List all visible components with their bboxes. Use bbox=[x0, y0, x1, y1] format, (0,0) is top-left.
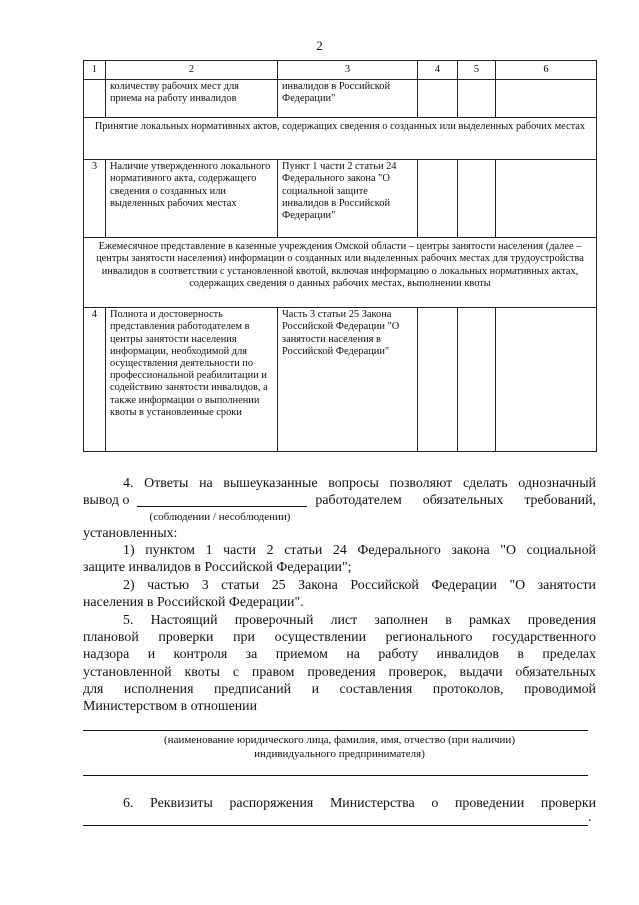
paragraph-6 bbox=[83, 795, 596, 812]
section-row bbox=[84, 238, 597, 308]
entity-name-caption bbox=[83, 733, 596, 761]
text-line: установленных: bbox=[83, 526, 178, 541]
entity-name-blank-line[interactable] bbox=[83, 730, 588, 731]
row-number-cell: 3 bbox=[84, 160, 106, 238]
table-row bbox=[84, 308, 597, 452]
text-line: 5. Настоящий проверочный лист заполнен в рамках проведения bbox=[123, 613, 596, 628]
text-line: плановой проверки при осуществлении регионального государственного bbox=[83, 630, 596, 646]
text-line: надзора и контроля за приемом на работу инвалидов в пределах bbox=[83, 647, 596, 663]
end-period: . bbox=[588, 810, 592, 825]
header-cell: 5 bbox=[458, 61, 496, 80]
table-row bbox=[84, 80, 597, 118]
text-line: населения в Российской Федерации". bbox=[83, 595, 304, 611]
answer-no-cell bbox=[458, 308, 496, 452]
text-line: защите инвалидов в Российской Федерации"; bbox=[83, 560, 352, 576]
basis-cell: Часть 3 статьи 25 Закона Российской Федерации "О занятости населения в Российской Федерации" bbox=[278, 308, 418, 452]
table-header-row bbox=[84, 61, 597, 80]
note-cell bbox=[496, 80, 597, 118]
answer-yes-cell bbox=[418, 80, 458, 118]
item-2 bbox=[83, 577, 596, 611]
text-line: для исполнения предписаний и составления протоколов, проводимой bbox=[83, 681, 596, 697]
section-row bbox=[84, 118, 597, 160]
conclusion-hint: (соблюдении / несоблюдении) bbox=[149, 511, 291, 523]
answer-yes-cell bbox=[418, 160, 458, 238]
note-cell bbox=[496, 160, 597, 238]
text-fragment: вывод о bbox=[83, 493, 130, 509]
section-title: Ежемесячное представление в казенные учреждения Омской области – центры занятости населения (далее – центры занятости населения) информации о созданных или выделенных рабочих местах для трудоустройства инвалидов в соответствии с установленной квотой, включая информацию о локальных нормативных актах, содержащих сведения о данных рабочих местах, выполнении квоты bbox=[84, 238, 597, 308]
header-cell: 6 bbox=[496, 61, 597, 80]
header-cell: 2 bbox=[106, 61, 278, 80]
answer-yes-cell bbox=[418, 308, 458, 452]
section-title: Принятие локальных нормативных актов, содержащих сведения о созданных или выделенных рабочих местах bbox=[84, 118, 597, 160]
question-cell: Наличие утвержденного локального нормативного акта, содержащего сведения о созданных или выделенных рабочих местах bbox=[106, 160, 278, 238]
row-number-cell: 4 bbox=[84, 308, 106, 452]
basis-cell: Пункт 1 части 2 статьи 24 Федерального закона "О социальной защите инвалидов в Российской Федерации" bbox=[278, 160, 418, 238]
question-cell: количеству рабочих мест для приема на работу инвалидов bbox=[106, 80, 278, 118]
answer-no-cell bbox=[458, 80, 496, 118]
order-details-blank-line[interactable] bbox=[83, 825, 588, 826]
page-number: 2 bbox=[316, 38, 323, 53]
header-cell: 1 bbox=[84, 61, 106, 80]
caption-line: (наименование юридического лица, фамилия, имя, отчество (при наличии) bbox=[164, 734, 515, 746]
note-cell bbox=[496, 308, 597, 452]
paragraph-4-end bbox=[83, 525, 596, 542]
text-line: 4. Ответы на вышеуказанные вопросы позволяют сделать однозначный bbox=[123, 476, 596, 491]
paragraph-5 bbox=[83, 612, 596, 715]
header-cell: 3 bbox=[278, 61, 418, 80]
text-line bbox=[83, 492, 596, 509]
row-number-cell bbox=[84, 80, 106, 118]
header-cell: 4 bbox=[418, 61, 458, 80]
conclusion-blank-field[interactable] bbox=[137, 492, 307, 507]
question-cell: Полнота и достоверность представления работодателем в центры занятости населения информации, необходимой для осуществления деятельности по профессиональной реабилитации и содействию занятости инвалидов, а также информации о выполнении квоты в установленные сроки bbox=[106, 308, 278, 452]
answer-no-cell bbox=[458, 160, 496, 238]
text-fragment: работодателем обязательных требований, bbox=[315, 493, 596, 509]
text-line: 6. Реквизиты распоряжения Министерства о проведении проверки bbox=[123, 796, 596, 811]
text-line: установленной квоты с правом проведения проверок, выдачи обязательных bbox=[83, 664, 596, 680]
basis-cell: инвалидов в Российской Федерации" bbox=[278, 80, 418, 118]
text-line: 2) частью 3 статьи 25 Закона Российской Федерации "О занятости bbox=[123, 578, 596, 593]
paragraph-4 bbox=[83, 475, 596, 509]
checklist-table bbox=[83, 60, 597, 452]
entity-name-blank-line-2[interactable] bbox=[83, 775, 588, 776]
text-line: 1) пунктом 1 части 2 статьи 24 Федерального закона "О социальной bbox=[123, 543, 596, 558]
text-line: Министерством в отношении bbox=[83, 699, 258, 715]
table-row bbox=[84, 160, 597, 238]
item-1 bbox=[83, 542, 596, 576]
caption-line: индивидуального предпринимателя) bbox=[254, 748, 425, 760]
